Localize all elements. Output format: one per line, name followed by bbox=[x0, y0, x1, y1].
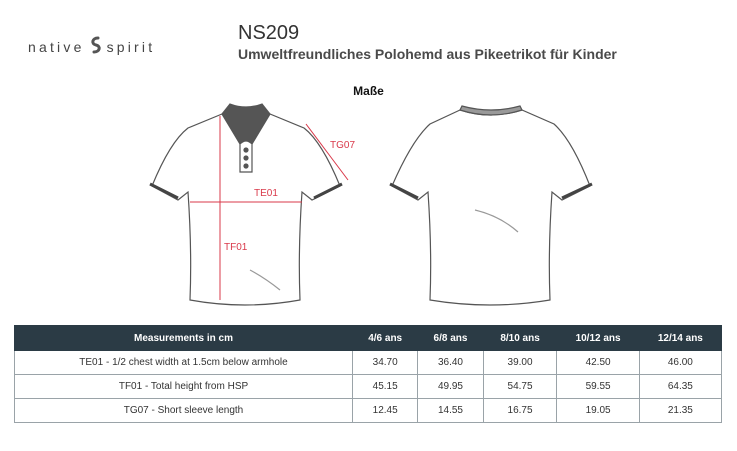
cell-value: 36.40 bbox=[418, 351, 483, 375]
polo-back-view bbox=[390, 106, 592, 305]
table-row bbox=[15, 351, 722, 375]
cell-value: 45.15 bbox=[353, 375, 418, 399]
header-size: 12/14 ans bbox=[639, 326, 721, 351]
header-size: 8/10 ans bbox=[483, 326, 557, 351]
cell-value: 34.70 bbox=[353, 351, 418, 375]
header-measurement: Measurements in cm bbox=[15, 326, 353, 351]
label-tg07: TG07 bbox=[330, 140, 356, 151]
cell-value: 64.35 bbox=[639, 375, 721, 399]
row-label: TE01 - 1/2 chest width at 1.5cm below armhole bbox=[15, 351, 353, 375]
cell-value: 16.75 bbox=[483, 399, 557, 423]
product-name: Umweltfreundliches Polohemd aus Pikeetrikot für Kinder bbox=[238, 46, 617, 62]
cell-value: 54.75 bbox=[483, 375, 557, 399]
cell-value: 39.00 bbox=[483, 351, 557, 375]
product-code: NS209 bbox=[238, 22, 300, 44]
label-te01: TE01 bbox=[254, 188, 278, 199]
cell-value: 21.35 bbox=[639, 399, 721, 423]
cell-value: 12.45 bbox=[353, 399, 418, 423]
brand-word-right: spirit bbox=[106, 38, 156, 55]
cell-value: 42.50 bbox=[557, 351, 639, 375]
cell-value: 14.55 bbox=[418, 399, 483, 423]
measurements-table bbox=[14, 325, 722, 423]
row-label: TF01 - Total height from HSP bbox=[15, 375, 353, 399]
back-body-outline bbox=[392, 110, 590, 305]
header-size: 10/12 ans bbox=[557, 326, 639, 351]
cell-value: 49.95 bbox=[418, 375, 483, 399]
button-1 bbox=[244, 148, 248, 152]
button-2 bbox=[244, 156, 248, 160]
brand-word-left: native bbox=[28, 38, 85, 55]
cell-value: 59.55 bbox=[557, 375, 639, 399]
row-label: TG07 - Short sleeve length bbox=[15, 399, 353, 423]
front-body-outline bbox=[152, 114, 340, 305]
brand-logo bbox=[28, 36, 155, 57]
header-size: 4/6 ans bbox=[353, 326, 418, 351]
table-row bbox=[15, 399, 722, 423]
cell-value: 19.05 bbox=[557, 399, 639, 423]
header-size: 6/8 ans bbox=[418, 326, 483, 351]
button-3 bbox=[244, 164, 248, 168]
table-header-row bbox=[15, 326, 722, 351]
cell-value: 46.00 bbox=[639, 351, 721, 375]
section-title: Maße bbox=[353, 84, 384, 98]
polo-technical-drawing bbox=[130, 100, 610, 320]
table-row bbox=[15, 375, 722, 399]
swirl-icon bbox=[89, 36, 103, 57]
label-tf01: TF01 bbox=[224, 242, 248, 253]
